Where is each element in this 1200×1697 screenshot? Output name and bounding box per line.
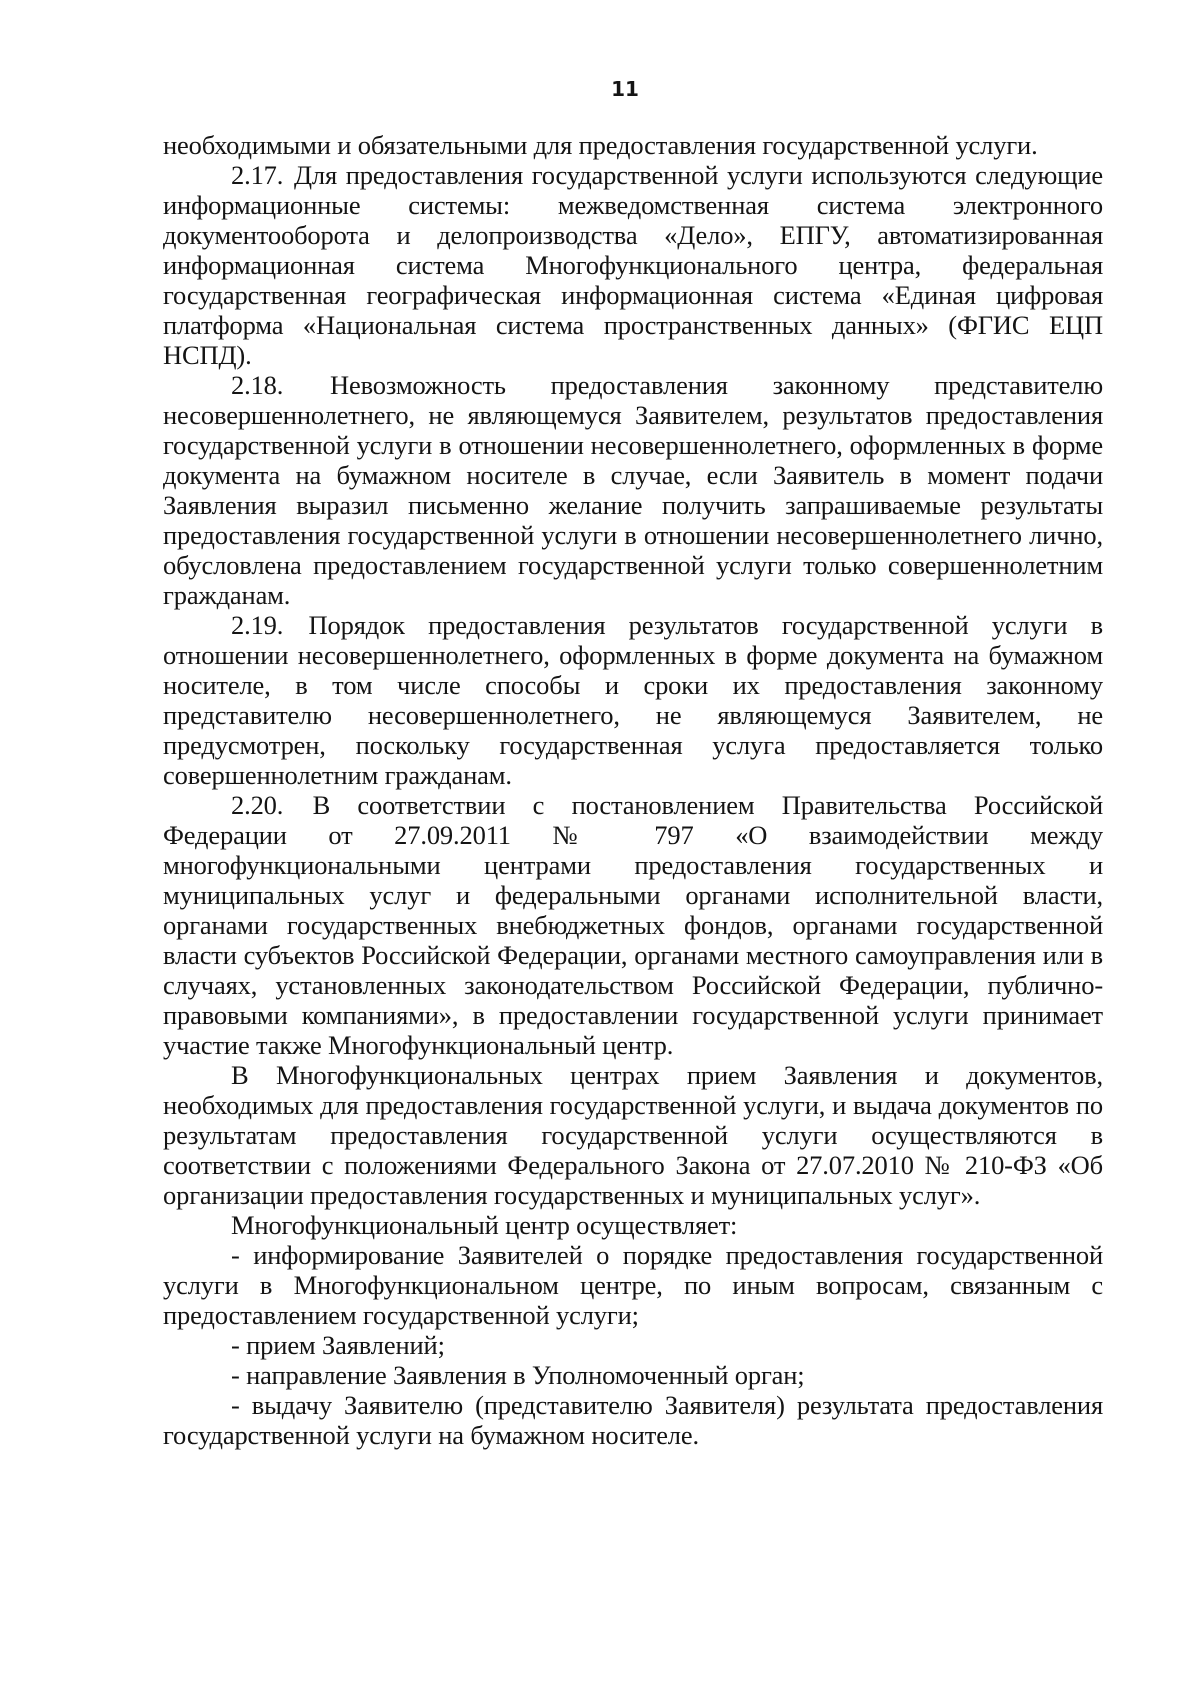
paragraph-text: В соответствии с постановлением Правительства Российской Федерации от 27.09.2011 № 797 «О взаимодействии между многофункциональными центрами предоставления государственных и муниципальных услуг и федеральными органами исполнительной власти, органами государственных внебюджетных фондов, органами государственной власти субъектов Российской Федерации, органами местного самоуправления или в случаях, установленных законодательством Российской Федерации, публично-правовыми компаниями», в предоставлении государственной услуги принимает участие также Многофункциональный центр. xyxy=(163,790,1103,1060)
paragraph-text: Многофункциональный центр осуществляет: xyxy=(231,1210,738,1240)
section-number: 2.18. xyxy=(231,370,284,400)
paragraph-text: - направление Заявления в Уполномоченный орган; xyxy=(231,1360,805,1390)
paragraph-text: - информирование Заявителей о порядке предоставления государственной услуги в Многофункциональном центре, по иным вопросам, связанным с предоставлением государственной услуги; xyxy=(163,1240,1103,1330)
paragraph xyxy=(163,1390,1103,1450)
page-number: 11 xyxy=(611,77,639,101)
paragraph xyxy=(163,1240,1103,1330)
paragraph xyxy=(163,1210,1103,1240)
paragraph xyxy=(163,1060,1103,1210)
paragraph xyxy=(163,370,1103,610)
paragraph-text: необходимыми и обязательными для предоставления государственной услуги. xyxy=(163,130,1038,160)
paragraph xyxy=(163,130,1103,160)
paragraph-text: Порядок предоставления результатов государственной услуги в отношении несовершеннолетнего, оформленных в форме документа на бумажном носителе, в том числе способы и сроки их предоставления законному представителю несовершеннолетнего, не являющемуся Заявителем, не предусмотрен, поскольку государственная услуга предоставляется только совершеннолетним гражданам. xyxy=(163,610,1103,790)
document-body xyxy=(163,130,1103,1450)
paragraph xyxy=(163,790,1103,1060)
section-number: 2.20. xyxy=(231,790,284,820)
section-number: 2.19. xyxy=(231,610,284,640)
paragraph-text: - выдачу Заявителю (представителю Заявителя) результата предоставления государственной услуги на бумажном носителе. xyxy=(163,1390,1103,1450)
paragraph xyxy=(163,160,1103,370)
paragraph-text: Невозможность предоставления законному представителю несовершеннолетнего, не являющемуся Заявителем, результатов предоставления государственной услуги в отношении несовершеннолетнего, оформленных в форме документа на бумажном носителе в случае, если Заявитель в момент подачи Заявления выразил письменно желание получить запрашиваемые результаты предоставления государственной услуги в отношении несовершеннолетнего лично, обусловлена предоставлением государственной услуги только совершеннолетним гражданам. xyxy=(163,370,1103,610)
paragraph xyxy=(163,1360,1103,1390)
paragraph xyxy=(163,610,1103,790)
paragraph-text: - прием Заявлений; xyxy=(231,1330,445,1360)
paragraph xyxy=(163,1330,1103,1360)
paragraph-text: В Многофункциональных центрах прием Заявления и документов, необходимых для предоставления государственной услуги, и выдача документов по результатам предоставления государственной услуги осуществляются в соответствии с положениями Федерального Закона от 27.07.2010 № 210-ФЗ «Об организации предоставления государственных и муниципальных услуг». xyxy=(163,1060,1103,1210)
section-number: 2.17. xyxy=(231,160,284,190)
paragraph-text: Для предоставления государственной услуги используются следующие информационные системы: межведомственная система электронного документооборота и делопроизводства «Дело», ЕПГУ, автоматизированная информационная система Многофункционального центра, федеральная государственная географическая информационная система «Единая цифровая платформа «Национальная система пространственных данных» (ФГИС ЕЦП НСПД). xyxy=(163,160,1103,370)
